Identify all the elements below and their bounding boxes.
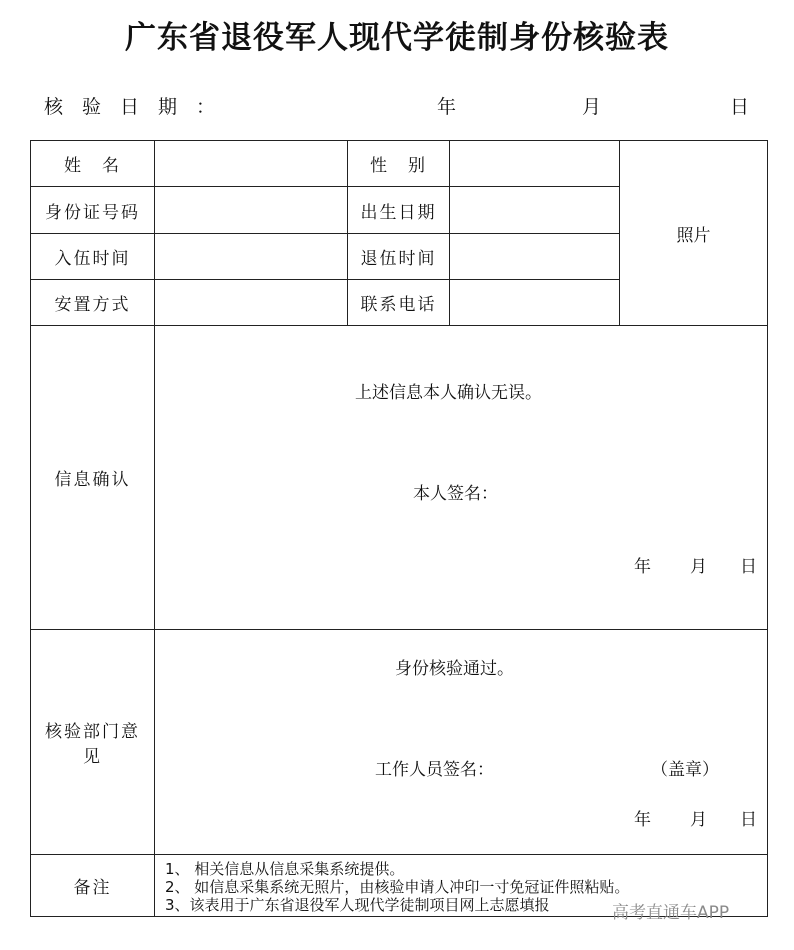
remark-item-2: 2、 如信息采集系统无照片，由核验申请人冲印一寸免冠证件照粘贴。 <box>165 878 630 896</box>
enlist-time-value[interactable] <box>155 234 348 280</box>
id-number-label: 身份证号码 <box>31 187 155 234</box>
remark-item-3: 3、该表用于广东省退役军人现代学徒制项目网上志愿填报 <box>165 896 550 914</box>
dept-opinion-label <box>31 630 155 855</box>
dept-opinion-statement: 身份核验通过。 <box>395 659 514 679</box>
enlist-time-label: 入伍时间 <box>31 234 155 280</box>
discharge-time-value[interactable] <box>450 234 620 280</box>
placement-value[interactable] <box>155 280 348 326</box>
date-label: 核 验 日 期 ： <box>44 96 216 118</box>
seal-label: （盖章） <box>651 760 719 780</box>
name-label: 姓 名 <box>31 141 155 187</box>
verification-date-row <box>0 92 794 120</box>
photo-box: 照片 <box>620 141 768 326</box>
placement-label: 安置方式 <box>31 280 155 326</box>
date-month-label: 月 <box>582 96 602 118</box>
form-title: 广东省退役军人现代学徒制身份核验表 <box>125 20 669 56</box>
dept-opinion-label-line2: 见 <box>83 747 102 767</box>
info-confirm-cell <box>155 326 768 630</box>
confirm-year-label: 年 <box>634 557 651 577</box>
opinion-year-label: 年 <box>634 810 651 830</box>
gender-label: 性 别 <box>348 141 450 187</box>
opinion-day-label: 日 <box>740 810 757 830</box>
birth-date-value[interactable] <box>450 187 620 234</box>
info-confirm-statement: 上述信息本人确认无误。 <box>355 383 542 403</box>
name-value[interactable] <box>155 141 348 187</box>
phone-value[interactable] <box>450 280 620 326</box>
remark-item-1: 1、 相关信息从信息采集系统提供。 <box>165 860 405 878</box>
phone-label: 联系电话 <box>348 280 450 326</box>
date-day-label: 日 <box>730 96 750 118</box>
dept-opinion-label-line1: 核验部门意 <box>45 722 140 742</box>
birth-date-label: 出生日期 <box>348 187 450 234</box>
remarks-label: 备注 <box>31 855 155 917</box>
date-year-label: 年 <box>437 96 457 118</box>
confirm-day-label: 日 <box>740 557 757 577</box>
gender-value[interactable] <box>450 141 620 187</box>
discharge-time-label: 退伍时间 <box>348 234 450 280</box>
dept-opinion-cell <box>155 630 768 855</box>
verification-form-table <box>30 140 768 917</box>
staff-signature-label: 工作人员签名： <box>375 760 494 780</box>
confirm-month-label: 月 <box>690 557 707 577</box>
opinion-month-label: 月 <box>690 810 707 830</box>
self-signature-label: 本人签名： <box>413 484 498 504</box>
info-confirm-label: 信息确认 <box>31 326 155 630</box>
id-number-value[interactable] <box>155 187 348 234</box>
watermark-text: 高考直通车APP <box>612 903 730 923</box>
